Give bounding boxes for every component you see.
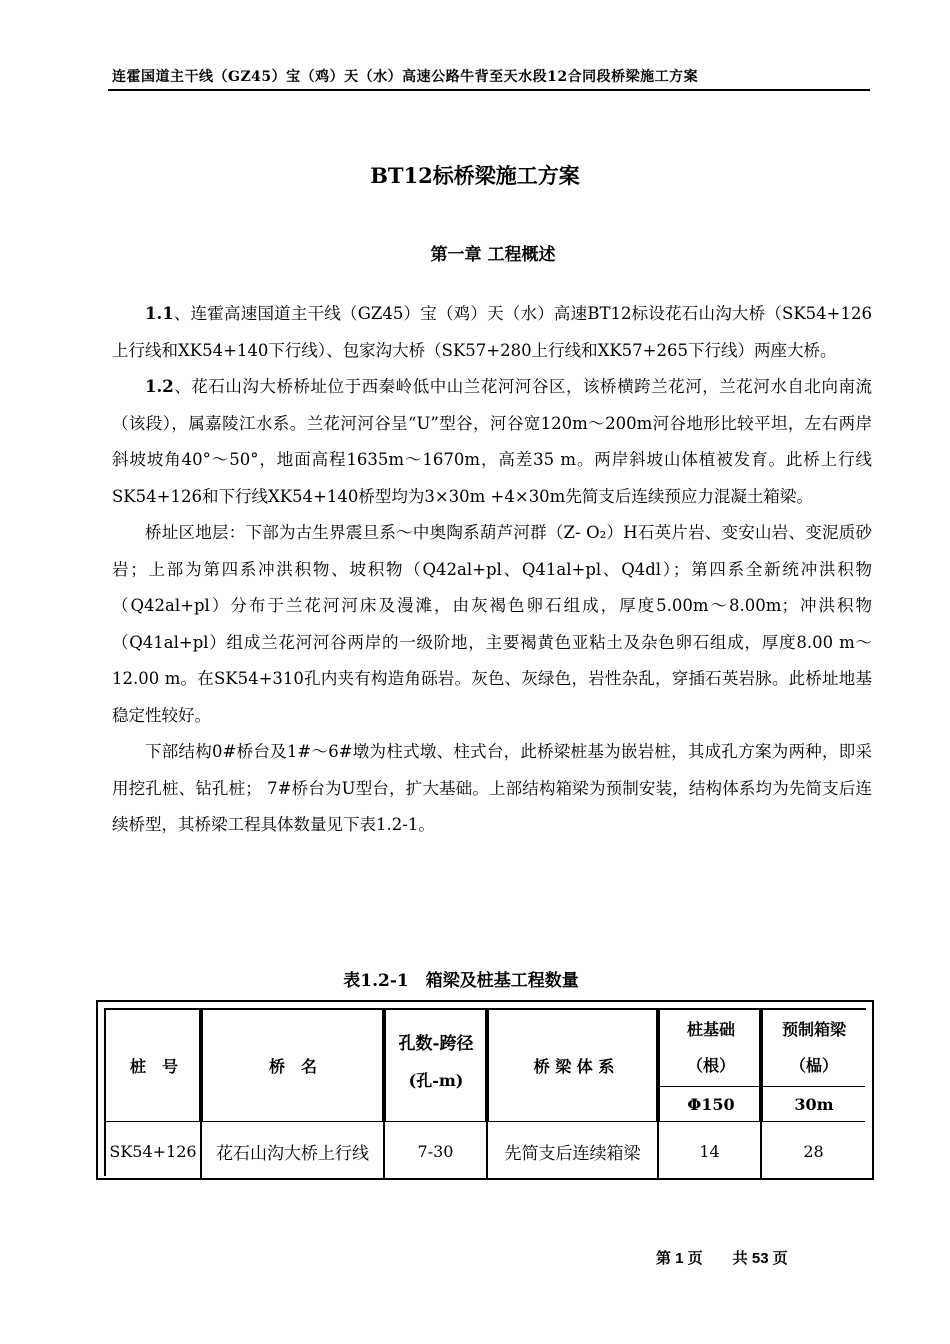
header-system: 桥 梁 体 系 — [533, 1056, 615, 1076]
running-header: 连霍国道主干线（GZ45）宝（鸡）天（水）高速公路牛背至天水段12合同段桥梁施工方案 — [112, 69, 699, 85]
cell-girders: 28 — [803, 1141, 824, 1161]
paragraph-1-2 — [112, 369, 872, 515]
header-span-unit: (孔-m) — [408, 1070, 464, 1090]
paragraph-text: 、连霍高速国道主干线（GZ45）宝（鸡）天（水）高速BT12标设花石山沟大桥（SK54+126上行线和XK54+140下行线）、包家沟大桥（SK57+280上行线和XK57+265下行线）两座大桥。 — [112, 304, 872, 360]
header-girders-span: 30m — [794, 1094, 834, 1114]
col-divider — [485, 1010, 489, 1122]
header-station: 桩 号 — [129, 1056, 178, 1076]
section-number: 1.2 — [145, 377, 174, 396]
col-divider — [382, 1010, 386, 1122]
section-number: 1.1 — [145, 304, 174, 323]
page-footer: 第 1 页 共 53 页 — [656, 1250, 788, 1267]
header-span: 孔数-跨径 — [398, 1033, 474, 1054]
header-girders: 预制箱梁 — [781, 1019, 846, 1039]
header-piles-unit: （根） — [686, 1055, 735, 1075]
body-text — [112, 296, 872, 844]
cell-station: SK54+126 — [109, 1141, 197, 1161]
row-bottom-rule — [106, 1179, 865, 1180]
header-piles: 桩基础 — [686, 1019, 735, 1039]
header-girders-unit: （榀） — [789, 1055, 838, 1075]
subheader-rule — [659, 1086, 865, 1087]
cell-system: 先简支后连续箱梁 — [504, 1143, 641, 1164]
header-bottom-rule — [106, 1121, 865, 1122]
chapter-heading: 第一章 工程概述 — [430, 245, 556, 265]
document-title: BT12标桥梁施工方案 — [370, 163, 580, 188]
table-caption: 表1.2-1 箱梁及桩基工程数量 — [343, 971, 579, 991]
cell-piles: 14 — [699, 1141, 720, 1161]
paragraph-geology: 桥址区地层：下部为古生界震旦系～中奥陶系葫芦河群（Z- O₂）H石英片岩、变安山岩、变泥质砂岩；上部为第四系冲洪积物、坡积物（Q42al+pl、Q41al+pl、Q4dl）；第四系全新统冲洪积物（Q42al+pl）分布于兰花河河床及漫滩，由灰褐色卵石组成，厚度5.00m～8.00m；冲洪积物（Q41al+pl）组成兰花河河谷两岸的一级阶地，主要褐黄色亚粘土及杂色卵石组成，厚度8.00 m～12.00 m。在SK54+310孔内夹有构造角砾岩。灰色、灰绿色，岩性杂乱，穿插石英岩脉。此桥址地基稳定性较好。 — [112, 523, 872, 725]
paragraph-1-1 — [112, 296, 872, 369]
header-bridge-name: 桥 名 — [268, 1056, 317, 1076]
cell-bridge-name: 花石山沟大桥上行线 — [216, 1143, 369, 1164]
quantity-table — [96, 1000, 874, 1180]
header-piles-diameter: Φ150 — [687, 1094, 735, 1114]
header-rule — [108, 89, 870, 91]
cell-span: 7-30 — [417, 1141, 454, 1161]
paragraph-text: 、花石山沟大桥桥址位于西秦岭低中山兰花河河谷区，该桥横跨兰花河，兰花河水自北向南流（该段），属嘉陵江水系。兰花河河谷呈“U”型谷，河谷宽120m～200m河谷地形比较平坦，左右两岸斜坡坡角40°～50°，地面高程1635m～1670m，高差35 m。两岸斜坡山体植被发育。此桥上行线SK54+126和下行线XK54+140桥型均为3×30m +4×30m先简支后连续预应力混凝土箱梁。 — [112, 377, 872, 506]
paragraph-substructure: 下部结构0#桥台及1#～6#墩为柱式墩、柱式台，此桥梁桩基为嵌岩桩，其成孔方案为两种，即采用挖孔桩、钻孔桩； 7#桥台为U型台，扩大基础。上部结构箱梁为预制安装，结构体系均为先简支后连续桥型，其桥梁工程具体数量见下表1.2-1。 — [112, 742, 872, 834]
